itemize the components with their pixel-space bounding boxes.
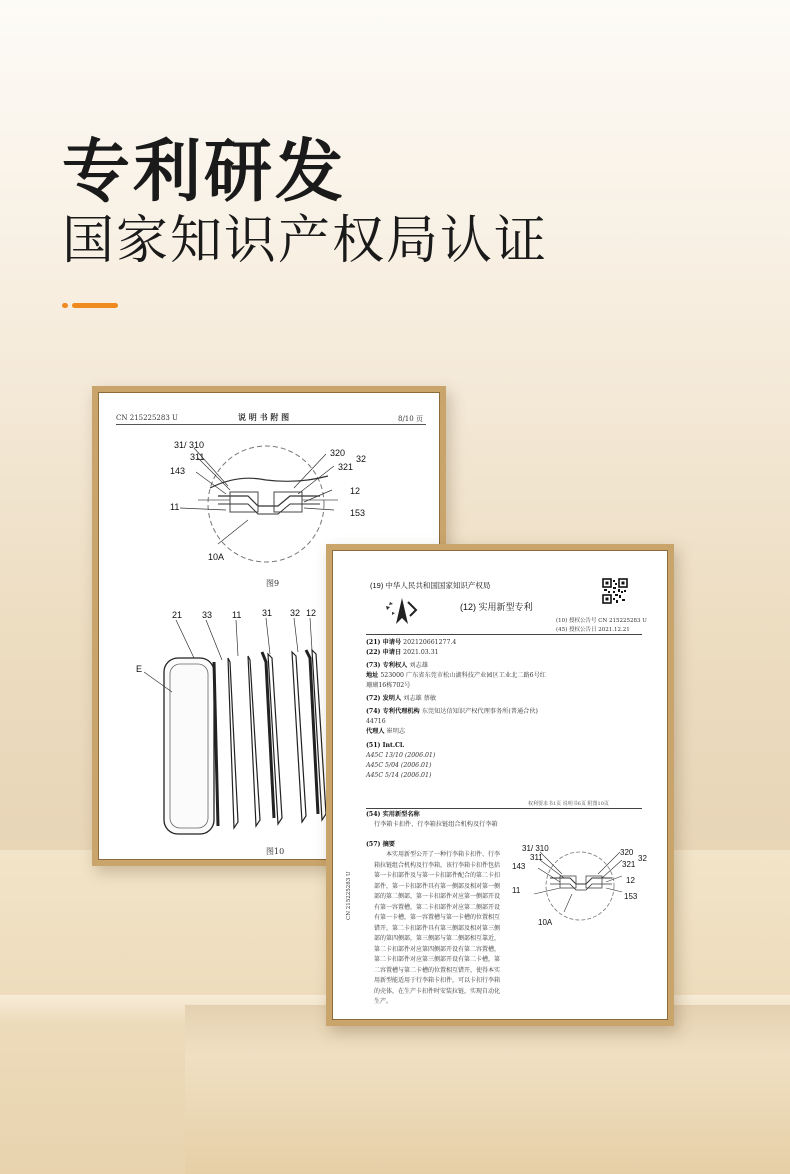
patent-mid-rule xyxy=(366,808,642,809)
fig9-label-32: 32 xyxy=(356,454,367,464)
field-label: 代理人 xyxy=(366,728,385,735)
certificate-patent-frame xyxy=(326,544,674,1026)
patent-abstract: 本实用新型公开了一种行李箱卡扣件、行李箱拉链组合机构及行李箱，该行李箱卡扣件包括第一卡扣部件及与第一卡扣部件配合的第二卡扣部件，第一卡扣部件具有第一侧部及相对第一侧部的第二侧部，第一卡扣部件对应第一侧部开设有第一容置槽，第二卡扣部件对应第二侧部开设有第一卡槽，第一容置槽与第一卡槽的位置相互错开，第二卡扣部件具有第三侧部及相对第三侧部的第四侧部，第三侧部与第二侧部相互靠近，第二卡扣部件对应第四侧部开设有第二容置槽，第二卡扣部件对应第三侧部开设有第二卡槽，第二容置槽与第二卡槽的位置相互错开，使得本实用新型能适用于行李箱卡扣件，可以卡扣行李箱的壳体，在生产卡扣件时安装拉链，实现自动化生产。 xyxy=(374,851,501,1005)
patent-fig-label-32: 32 xyxy=(638,854,647,863)
fig9-label-320: 320 xyxy=(330,448,346,458)
field-label: (72) 发明人 xyxy=(366,695,402,702)
fig10-label-21: 21 xyxy=(172,610,183,620)
patent-page-note: 权利要求书1页 说明书6页 附图10页 xyxy=(528,801,609,807)
field-value: 刘志雄 蔡敏 xyxy=(403,695,437,702)
patent-fig-label-153: 153 xyxy=(624,892,638,901)
fig9-label-11: 11 xyxy=(170,502,180,512)
patent-abstract-label: (57) 摘要 xyxy=(366,841,395,848)
field-label: (73) 专利权人 xyxy=(366,662,408,669)
accent-bar xyxy=(72,303,118,308)
patent-field-row xyxy=(366,707,552,727)
patent-fig-label-321: 321 xyxy=(622,860,636,869)
fig10-caption: 图10 xyxy=(266,847,285,856)
page-subtitle: 国家知识产权局认证 xyxy=(62,211,549,271)
field-value: 刘志雄 xyxy=(409,662,428,669)
fig10-label-12: 12 xyxy=(306,608,317,618)
fig9-label-311: 311 xyxy=(190,452,205,462)
fig10-label-32: 32 xyxy=(290,608,301,618)
fig9-label-10a: 10A xyxy=(208,552,225,562)
qr-code-icon xyxy=(602,578,628,604)
patent-header-rule xyxy=(366,634,642,635)
fig9-label-31-310: 31/ 310 xyxy=(174,440,205,450)
drawing-header-left: CN 215225283 U xyxy=(116,414,178,422)
fig10-label-e: E xyxy=(136,664,143,674)
patent-grant-no: (10) 授权公告号 CN 215225283 U xyxy=(556,618,647,624)
patent-fig-label-320: 320 xyxy=(620,848,634,857)
field-value: 523000 广东省东莞市松山湖科技产业园区工业北二路6号红珊瑚16栋702号 xyxy=(366,672,546,689)
accent-dot xyxy=(62,303,68,308)
drawing-header-rule xyxy=(116,424,426,425)
field-value: 东莞知达信知识产权代理事务所(普通合伙) 44716 xyxy=(366,708,538,725)
patent-intcl-item: A45C 5/04 (2006.01) xyxy=(366,762,432,769)
patent-fig-label-12: 12 xyxy=(626,876,635,885)
patent-intcl-item: A45C 5/14 (2006.01) xyxy=(366,772,432,779)
patent-type: (12) 实用新型专利 xyxy=(460,602,533,612)
patent-intcl-label: (51) Int.Cl. xyxy=(366,742,405,749)
fig10-label-33: 33 xyxy=(202,610,213,620)
fig9-label-12: 12 xyxy=(350,486,361,496)
patent-grant-date: (45) 授权公告日 2021.12.21 xyxy=(556,627,630,633)
patent-field-row xyxy=(366,727,552,737)
patent-field-row xyxy=(366,638,552,648)
field-value: 202120661277.4 xyxy=(403,639,457,646)
patent-office: (19) 中华人民共和国国家知识产权局 xyxy=(370,581,491,590)
patent-name-value: 行李箱卡扣件、行李箱拉链组合机构及行李箱 xyxy=(374,821,498,828)
drawing-header-center: 说 明 书 附 图 xyxy=(238,412,290,422)
field-label: 地址 xyxy=(366,672,379,679)
fig10-label-31: 31 xyxy=(262,608,273,618)
patent-field-row xyxy=(366,671,552,691)
patent-field-row xyxy=(366,694,552,704)
patent-intcl-item: A45C 13/10 (2006.01) xyxy=(366,752,436,759)
patent-fig-label-143: 143 xyxy=(512,862,526,871)
field-label: (74) 专利代理机构 xyxy=(366,708,420,715)
patent-name-label: (54) 实用新型名称 xyxy=(366,811,420,818)
patent-side-number: CN 215225283 U xyxy=(346,871,352,920)
patent-office-emblem-icon xyxy=(382,596,422,626)
patent-fig-label-10a: 10A xyxy=(538,918,553,927)
fig9-caption: 图9 xyxy=(266,579,280,588)
fig10-label-11: 11 xyxy=(232,610,242,620)
patent-fig-label-311: 311 xyxy=(530,853,543,862)
patent-fields xyxy=(366,638,552,781)
patent-fig-label-31-310: 31/ 310 xyxy=(522,844,549,853)
fig9-label-321: 321 xyxy=(338,462,354,472)
field-label: (22) 申请日 xyxy=(366,649,402,656)
patent-field-row xyxy=(366,661,552,671)
field-value: 崔明志 xyxy=(386,728,406,735)
drawing-header-right: 8/10 页 xyxy=(398,415,423,423)
field-value: 2021.03.31 xyxy=(403,649,439,656)
field-label: (21) 申请号 xyxy=(366,639,402,646)
patent-fig-label-11: 11 xyxy=(512,886,521,895)
patent-field-row xyxy=(366,648,552,658)
fig9-label-153: 153 xyxy=(350,508,366,518)
fig9-label-143: 143 xyxy=(170,466,186,476)
page-title: 专利研发 xyxy=(62,133,347,212)
